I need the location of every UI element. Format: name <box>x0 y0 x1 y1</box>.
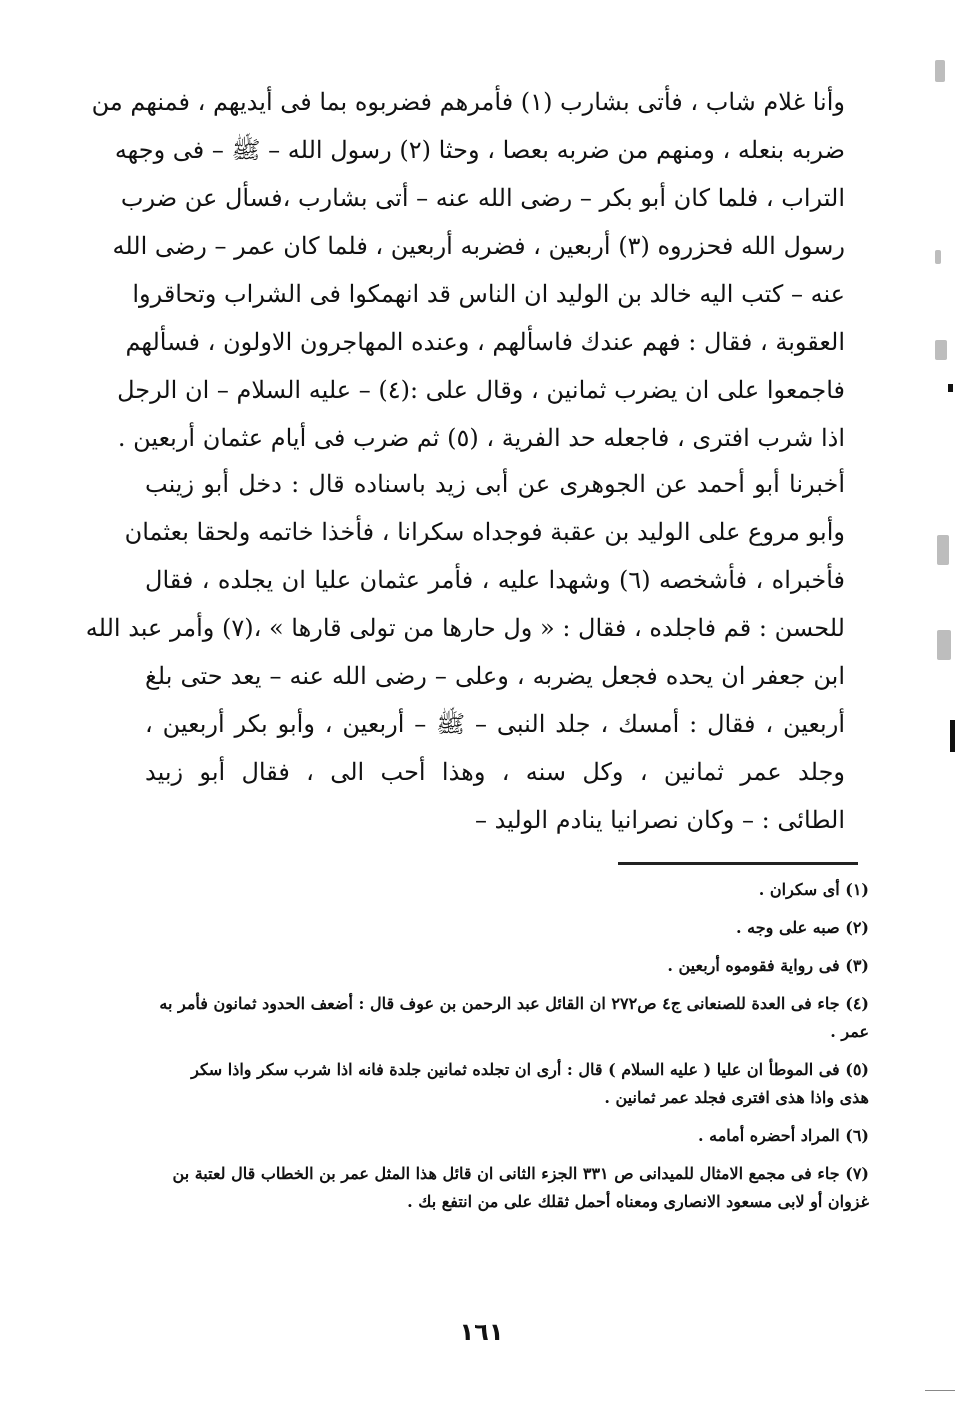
page-number: ١٦١ <box>459 1318 504 1346</box>
text-line: فاجمعوا على ان يضرب ثمانين ، وقال على :(٤) – عليه السلام – ان الرجل <box>117 376 845 404</box>
text-line: ابن جعفر ان يحده فجعل يضربه ، وعلى – رضى الله عنه – يعد حتى بلغ <box>145 662 845 690</box>
text-line: وأنا غلام شاب ، فأتى بشارب (١) فأمرهم فضربوه بما فى أيديهم ، فمنهم من <box>91 88 845 116</box>
text-line: التراب ، فلما كان أبو بكر – رضى الله عنه – أتى بشارب ،فسأل عن ضرب <box>120 184 845 212</box>
text-line: للحسن : قم فاجلده ، فقال : « ول حارها من تولى قارها » ،(٧) وأمر عبد الله <box>85 614 845 642</box>
main-paragraph-2 <box>85 460 845 844</box>
text-line: ضربه بنعله ، ومنهم من ضربه بعصا ، وحثا (٢) رسول الله – ﷺ – فى وجهه <box>114 136 845 164</box>
text-line: عنه – كتب اليه خالد بن الوليد ان الناس قد انهمكوا فى الشراب وتحاقروا <box>132 280 845 308</box>
main-paragraph-1 <box>91 78 845 462</box>
text-line: فأخبراه ، فأشخصه (٦) وشهدا عليه ، فأمر عثمان عليا ان يجلده ، فقال <box>145 566 845 594</box>
scan-edge-dash <box>925 1390 955 1391</box>
scan-speck <box>937 630 951 660</box>
footnote-1: (١) أى سكران . <box>758 880 869 899</box>
text-line: وجلد عمر ثمانين ، وكل سنه ، وهذا أحب الى ، فقال أبو زبيد <box>145 758 845 786</box>
scan-speck <box>935 340 947 360</box>
footnote-3: (٣) فى رواية فقوموه أربعين . <box>667 956 869 975</box>
text-line: أربعين ، فقال : أمسك ، جلد النبى – ﷺ – أربعين ، وأبو بكر أربعين ، <box>145 710 845 738</box>
scan-speck <box>935 60 945 82</box>
text-line: الطائى : – وكان نصرانيا ينادم الوليد – <box>474 806 845 834</box>
scan-mark <box>950 720 955 752</box>
footnote-5: (٥) فى الموطأ ان عليا ( عليه السلام ) قال : أرى ان تجلده ثمانين جلدة فانه اذا شرب سكر واذا سكر هذى واذا هذى افترى فجلد عمر ثمانين . <box>191 1060 869 1107</box>
text-line: اذا شرب افترى ، فاجعله حد الفرية ، (٥) ثم ضرب فى أيام عثمان أربعين . <box>117 424 845 452</box>
scan-speck <box>935 250 941 264</box>
scan-mark <box>948 384 953 392</box>
footnotes <box>159 876 869 1226</box>
text-line: أخبرنا أبو أحمد عن الجوهرى عن أبى زيد باسناده قال : دخل أبو زينب <box>145 470 845 498</box>
footnote-4: (٤) جاء فى العدة للصنعانى ج٤ ص٢٧٢ ان القائل عبد الرحمن بن عوف قال : أضعف الحدود ثمانون فأمر به عمر . <box>159 994 869 1041</box>
scan-speck <box>937 535 949 565</box>
text-line: رسول الله فحزروه (٣) أربعين ، فضربه أربعين ، فلما كان عمر – رضى الله <box>112 232 845 260</box>
footnote-2: (٢) صبه على وجه . <box>736 918 869 937</box>
text-line: وأبو مروع على الوليد بن عقبة فوجداه سكرانا ، فأخذا خاتمه ولحقا بعثمان <box>124 518 845 546</box>
footnote-7: (٧) جاء فى مجمع الامثال للميدانى ص ٣٣١ الجزء الثانى ان قائل هذا المثل عمر بن الخطاب قال لعتبة بن غزوان أو لابى مسعود الانصارى ومعناه أحمل ثقلك على من انتفع بك . <box>172 1164 869 1211</box>
footnote-separator <box>618 862 858 865</box>
footnote-6: (٦) المراد أحضره أمامه . <box>697 1126 869 1145</box>
text-line: العقوبة ، فقال : فهم عندك فاسألهم ، وعنده المهاجرون الاولون ، فسألهم <box>125 328 845 356</box>
